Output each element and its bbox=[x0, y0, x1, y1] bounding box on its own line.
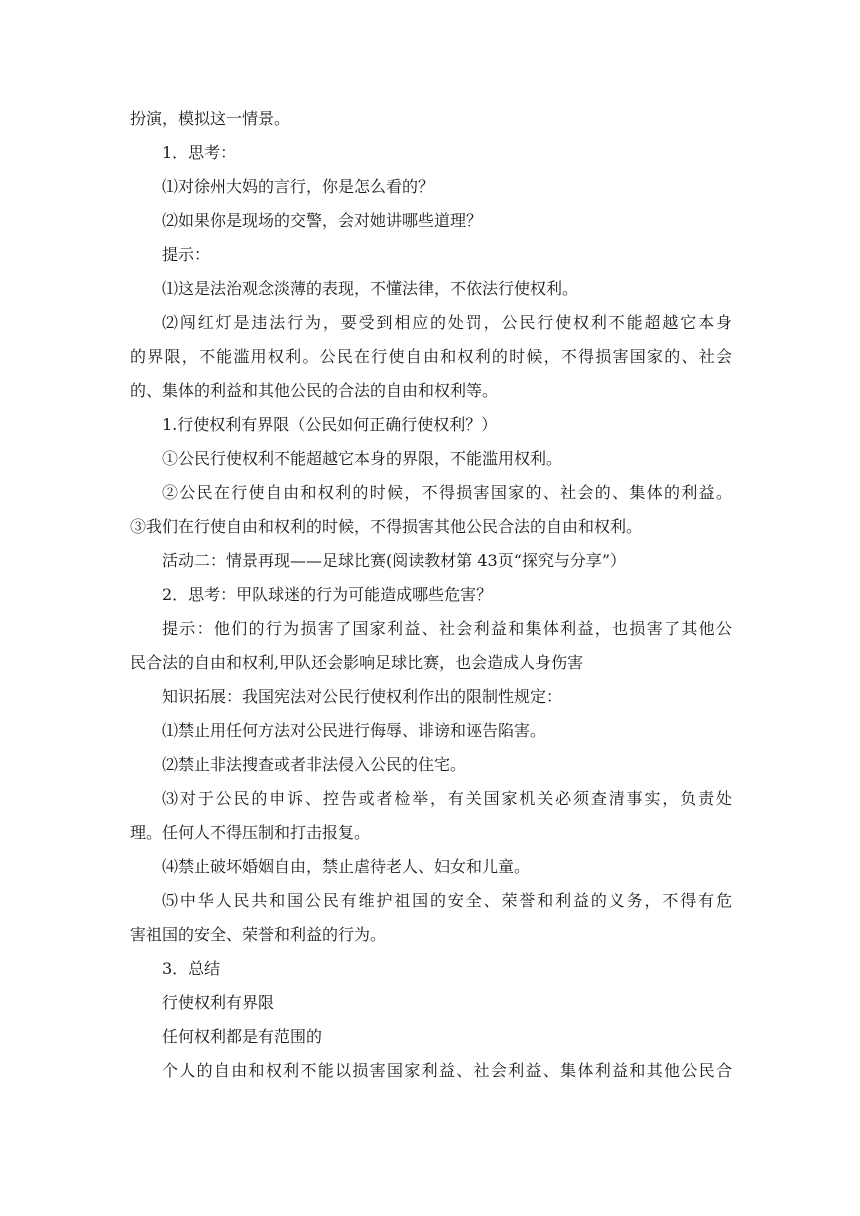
text-line: ⑴对徐州大妈的言行，你是怎么看的？ bbox=[162, 177, 435, 196]
text-line: 的、集体的利益和其他公民的合法的自由和权利等。 bbox=[130, 381, 499, 400]
text-line: ②公民在行使自由和权利的时候，不得损害国家的、社会的、集体的利益。 bbox=[162, 483, 732, 502]
text-line: ⑷禁止破坏婚姻自由，禁止虐待老人、妇女和儿童。 bbox=[162, 857, 531, 876]
text-line: ⑸中华人民共和国公民有维护祖国的安全、荣誉和利益的义务，不得有危 bbox=[162, 891, 732, 910]
text-line: ①公民行使权利不能超越它本身的界限，不能滥用权利。 bbox=[162, 449, 563, 468]
text-line: 行使权利有界限 bbox=[162, 993, 275, 1012]
text-line: 活动二：情景再现——足球比赛(阅读教材第 43页“探究与分享”） bbox=[162, 551, 627, 570]
text-line: 扮演，模拟这一情景。 bbox=[130, 109, 291, 128]
text-line: ⑵禁止非法搜查或者非法侵入公民的住宅。 bbox=[162, 755, 467, 774]
text-line: 任何权利都是有范围的 bbox=[162, 1027, 323, 1046]
text-line: 提示：他们的行为损害了国家利益、社会利益和集体利益，也损害了其他公 bbox=[162, 619, 732, 638]
text-line: ⑵如果你是现场的交警，会对她讲哪些道理？ bbox=[162, 211, 483, 230]
document-page bbox=[130, 102, 732, 1088]
text-line: ⑴禁止用任何方法对公民进行侮辱、诽谤和诬告陷害。 bbox=[162, 721, 547, 740]
text-line: 2．思考：甲队球迷的行为可能造成哪些危害？ bbox=[162, 585, 493, 604]
text-line: 1．思考： bbox=[162, 143, 237, 162]
text-line: ⑵闯红灯是违法行为，要受到相应的处罚，公民行使权利不能超越它本身 bbox=[162, 313, 732, 332]
text-line: ⑴这是法治观念淡薄的表现，不懂法律，不依法行使权利。 bbox=[162, 279, 579, 298]
text-line: 理。任何人不得压制和打击报复。 bbox=[130, 823, 371, 842]
text-line: 害祖国的安全、荣誉和利益的行为。 bbox=[130, 925, 387, 944]
text-line: 提示： bbox=[162, 245, 211, 264]
text-line: 知识拓展：我国宪法对公民行使权利作出的限制性规定： bbox=[162, 687, 563, 706]
text-line: ⑶对于公民的申诉、控告或者检举，有关国家机关必须查清事实，负责处 bbox=[162, 789, 732, 808]
text-line: ③我们在行使自由和权利的时候，不得损害其他公民合法的自由和权利。 bbox=[130, 517, 643, 536]
text-line: 个人的自由和权利不能以损害国家利益、社会利益、集体利益和其他公民合 bbox=[162, 1061, 732, 1080]
text-line: 3．总结 bbox=[162, 959, 221, 978]
text-line: 的界限，不能滥用权利。公民在行使自由和权利的时候，不得损害国家的、社会 bbox=[130, 347, 732, 366]
text-line: 1.行使权利有界限（公民如何正确行使权利？） bbox=[162, 415, 498, 434]
text-line: 民合法的自由和权利,甲队还会影响足球比赛，也会造成人身伤害 bbox=[130, 653, 584, 672]
